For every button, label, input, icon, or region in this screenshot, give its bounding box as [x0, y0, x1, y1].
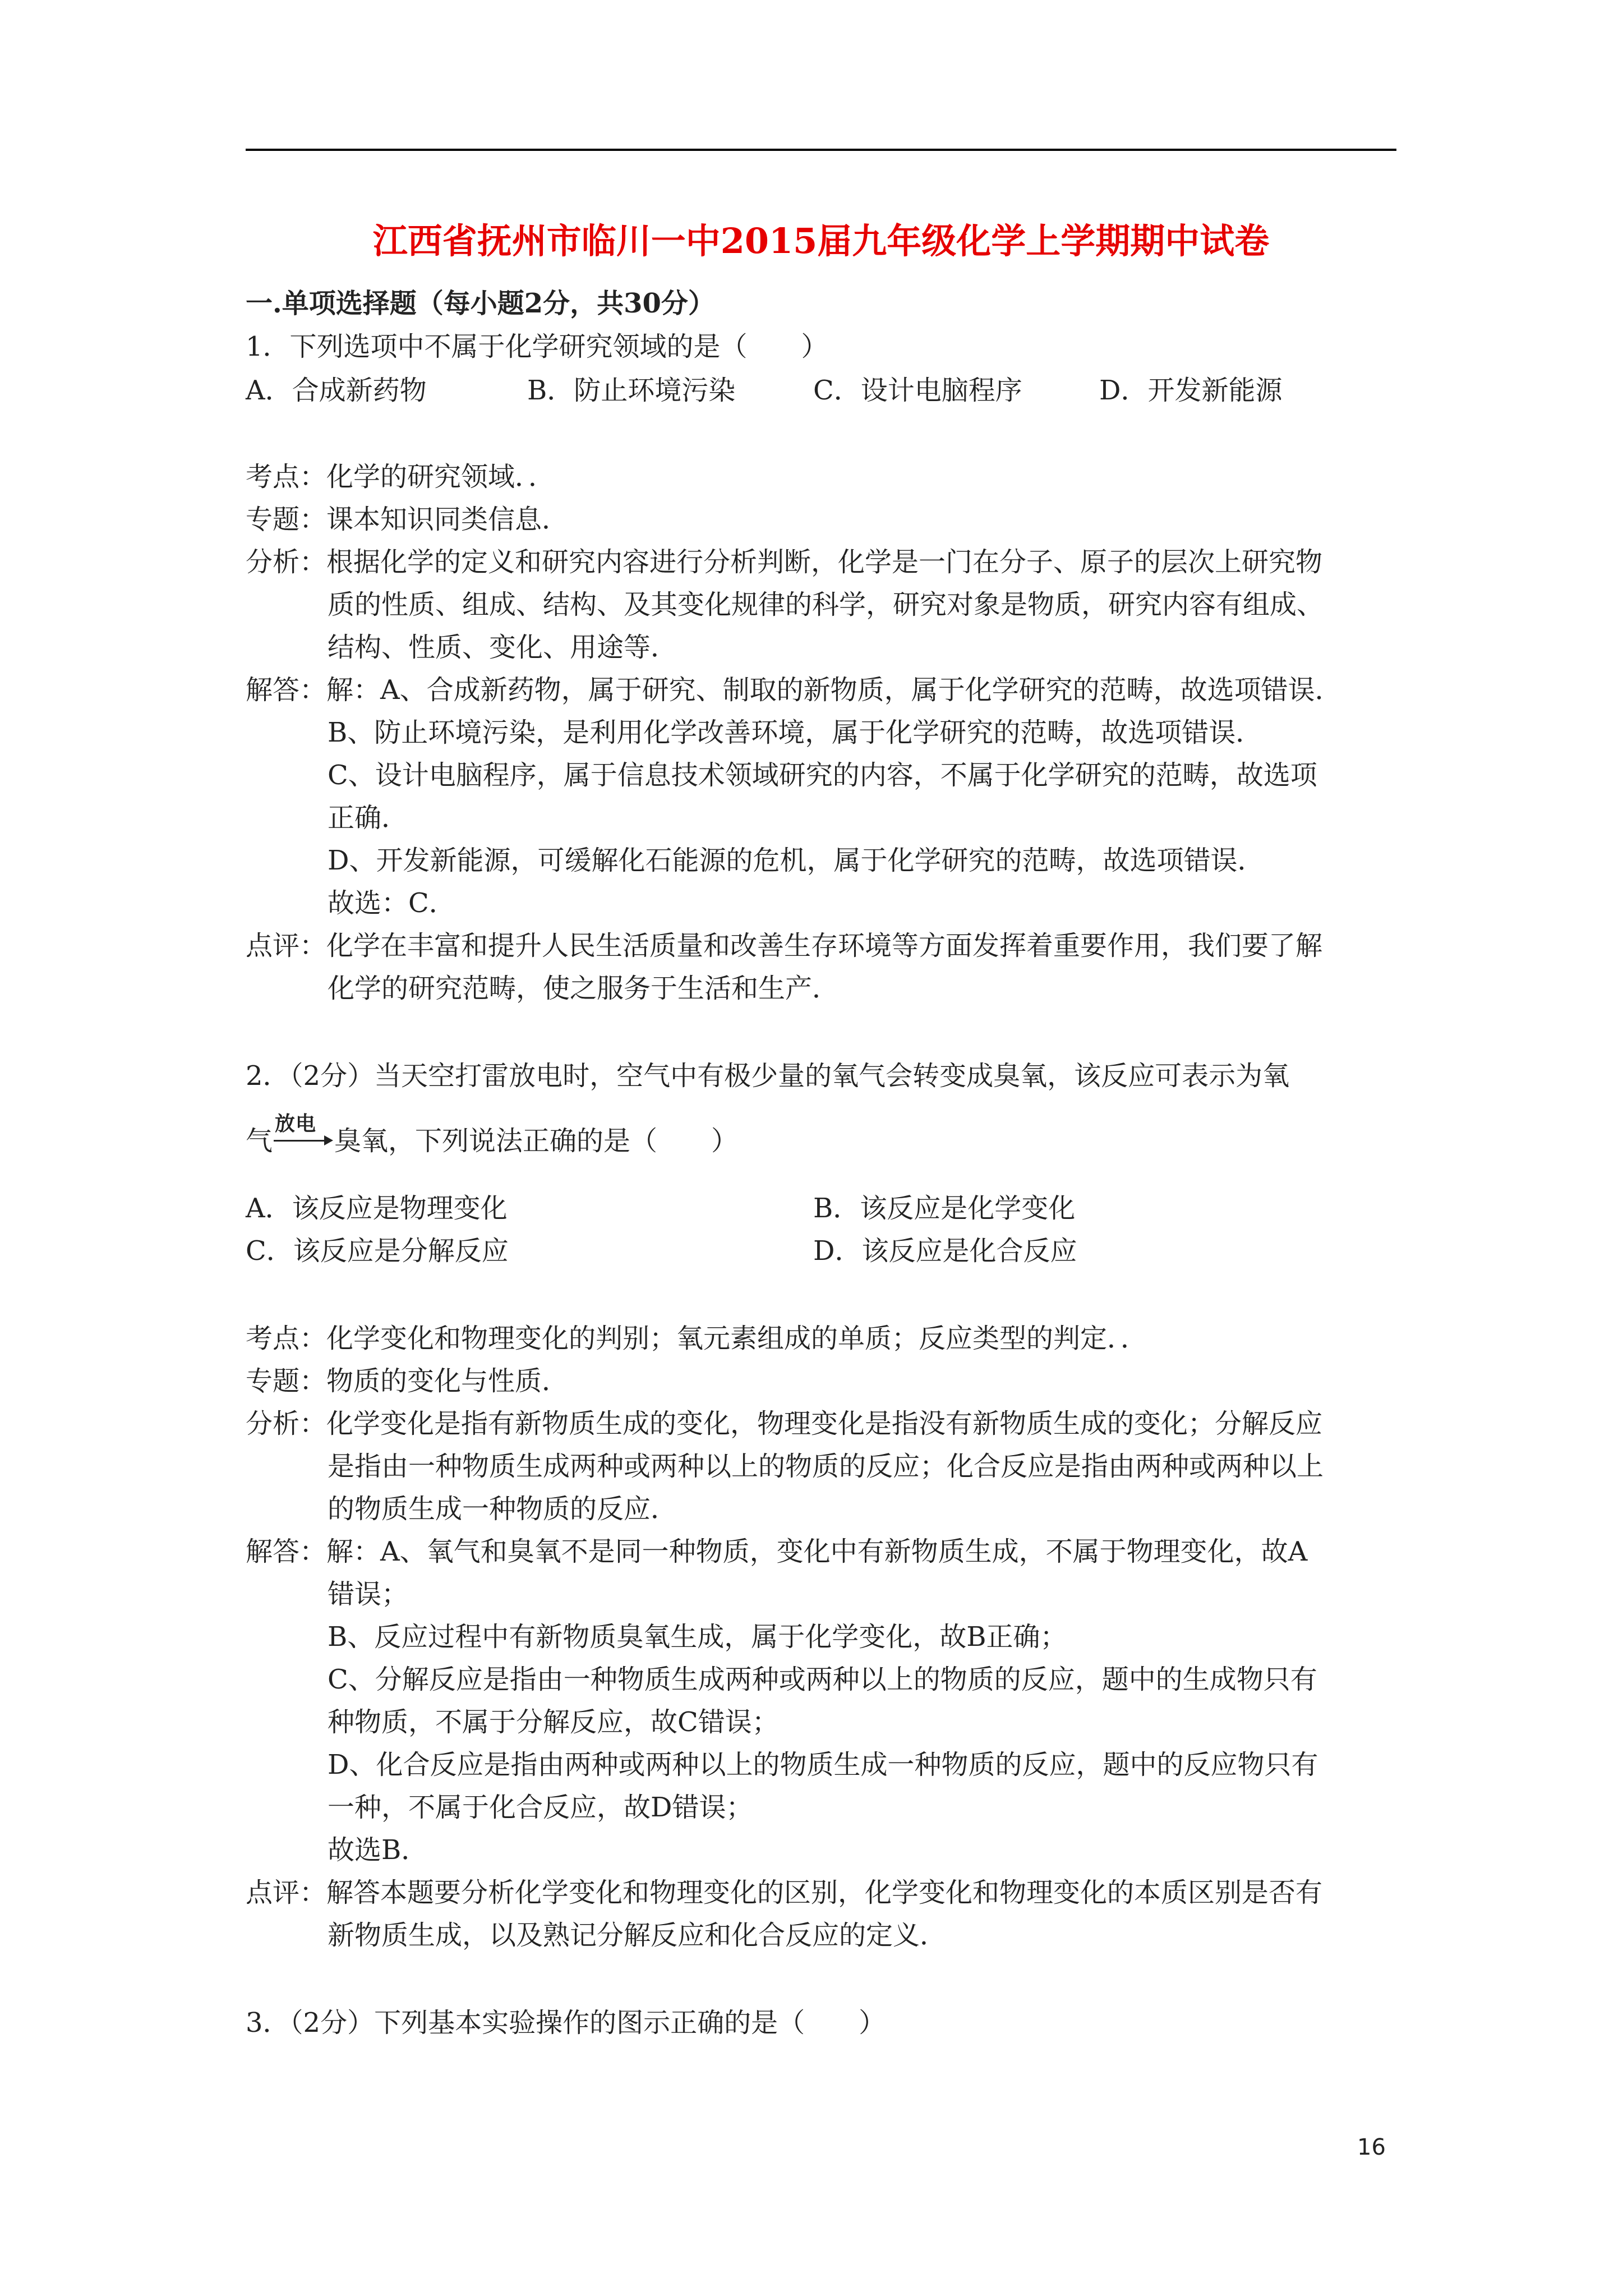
q2-answer-line: 种物质，不属于分解反应，故C错误； — [328, 1706, 779, 1738]
header-rule — [246, 149, 1396, 151]
q2-comment-line: 点评：解答本题要分析化学变化和物理变化的区别，化学变化和物理变化的本质区别是否有 — [246, 1877, 1323, 1908]
q1-analysis-line: 分析：根据化学的定义和研究内容进行分析判断，化学是一门在分子、原子的层次上研究物 — [246, 546, 1323, 578]
q2-answer-line: B、反应过程中有新物质臭氧生成，属于化学变化，故B正确； — [328, 1621, 1067, 1653]
q1-answer-line: C、设计电脑程序，属于信息技术领域研究的内容，不属于化学研究的范畴，故选项 — [328, 760, 1317, 791]
q2-option-a: A．该反应是物理变化 — [246, 1193, 508, 1224]
q2-answer-line: D、化合反应是指由两种或两种以上的物质生成一种物质的反应，题中的反应物只有 — [328, 1749, 1318, 1780]
q2-reaction-line — [246, 1112, 739, 1162]
q1-answer-line: 正确． — [328, 802, 409, 834]
q1-analysis-line: 质的性质、组成、结构、及其变化规律的科学，研究对象是物质，研究内容有组成、 — [328, 589, 1324, 620]
q2-reactant: 气 — [246, 1125, 273, 1157]
q2-kaodian: 考点：化学变化和物理变化的判别；氧元素组成的单质；反应类型的判定．． — [246, 1323, 1148, 1354]
q2-answer-line: 解答：解：A、氧气和臭氧不是同一种物质，变化中有新物质生成，不属于物理变化，故A — [246, 1536, 1308, 1567]
q1-comment-line: 点评：化学在丰富和提升人民生活质量和改善生存环境等方面发挥着重要作用，我们要了解 — [246, 930, 1323, 961]
q1-answer-line: B、防止环境污染，是利用化学改善环境，属于化学研究的范畴，故选项错误． — [328, 717, 1263, 748]
q1-answer-line: 解答：解：A、合成新药物，属于研究、制取的新物质，属于化学研究的范畴，故选项错误． — [246, 674, 1342, 706]
page-number: 16 — [1357, 2134, 1386, 2160]
q2-option-b: B．该反应是化学变化 — [813, 1193, 1076, 1224]
q1-zhuanti: 专题：课本知识同类信息． — [246, 504, 569, 535]
q2-analysis-line: 的物质生成一种物质的反应． — [328, 1493, 678, 1525]
q2-answer-line: 一种，不属于化合反应，故D错误； — [328, 1792, 753, 1823]
q2-option-c: C．该反应是分解反应 — [246, 1235, 509, 1267]
q2-answer-line: 故选B． — [328, 1834, 428, 1866]
q1-answer-line: 故选：C． — [328, 887, 456, 919]
q1-stem: 1．下列选项中不属于化学研究领域的是（ ） — [246, 331, 828, 362]
q1-option-d: D．开发新能源 — [1099, 375, 1283, 406]
q1-option-b: B．防止环境污染 — [527, 375, 736, 406]
section-heading: 一.单项选择题（每小题2分，共30分） — [246, 288, 715, 319]
reaction-condition: 放电 — [275, 1112, 317, 1135]
q2-analysis-line: 是指由一种物质生成两种或两种以上的物质的反应；化合反应是指由两种或两种以上 — [328, 1451, 1324, 1482]
q1-comment-line: 化学的研究范畴，使之服务于生活和生产． — [328, 973, 840, 1004]
q1-analysis-line: 结构、性质、变化、用途等． — [328, 632, 678, 663]
q2-answer-line: 错误； — [328, 1579, 409, 1610]
q2-option-d: D．该反应是化合反应 — [813, 1235, 1077, 1267]
q2-zhuanti: 专题：物质的变化与性质． — [246, 1365, 569, 1397]
q1-option-c: C．设计电脑程序 — [813, 375, 1022, 406]
reaction-arrow-icon — [273, 1112, 334, 1153]
q2-comment-line: 新物质生成，以及熟记分解反应和化合反应的定义． — [328, 1920, 947, 1951]
q2-product: 臭氧，下列说法正确的是（ ） — [334, 1125, 739, 1157]
q1-kaodian: 考点：化学的研究领域．． — [246, 461, 556, 493]
q1-option-a: A．合成新药物 — [246, 375, 427, 406]
document-title: 江西省抚州市临川一中2015届九年级化学上学期期中试卷 — [372, 220, 1270, 261]
q2-analysis-line: 分析：化学变化是指有新物质生成的变化，物理变化是指没有新物质生成的变化；分解反应 — [246, 1408, 1323, 1439]
q3-stem: 3．（2分）下列基本实验操作的图示正确的是（ ） — [246, 2007, 886, 2039]
q1-answer-line: D、开发新能源，可缓解化石能源的危机，属于化学研究的范畴，故选项错误． — [328, 845, 1265, 876]
q2-stem: 2．（2分）当天空打雷放电时，空气中有极少量的氧气会转变成臭氧，该反应可表示为氧 — [246, 1060, 1290, 1092]
q2-answer-line: C、分解反应是指由一种物质生成两种或两种以上的物质的反应，题中的生成物只有 — [328, 1664, 1317, 1695]
